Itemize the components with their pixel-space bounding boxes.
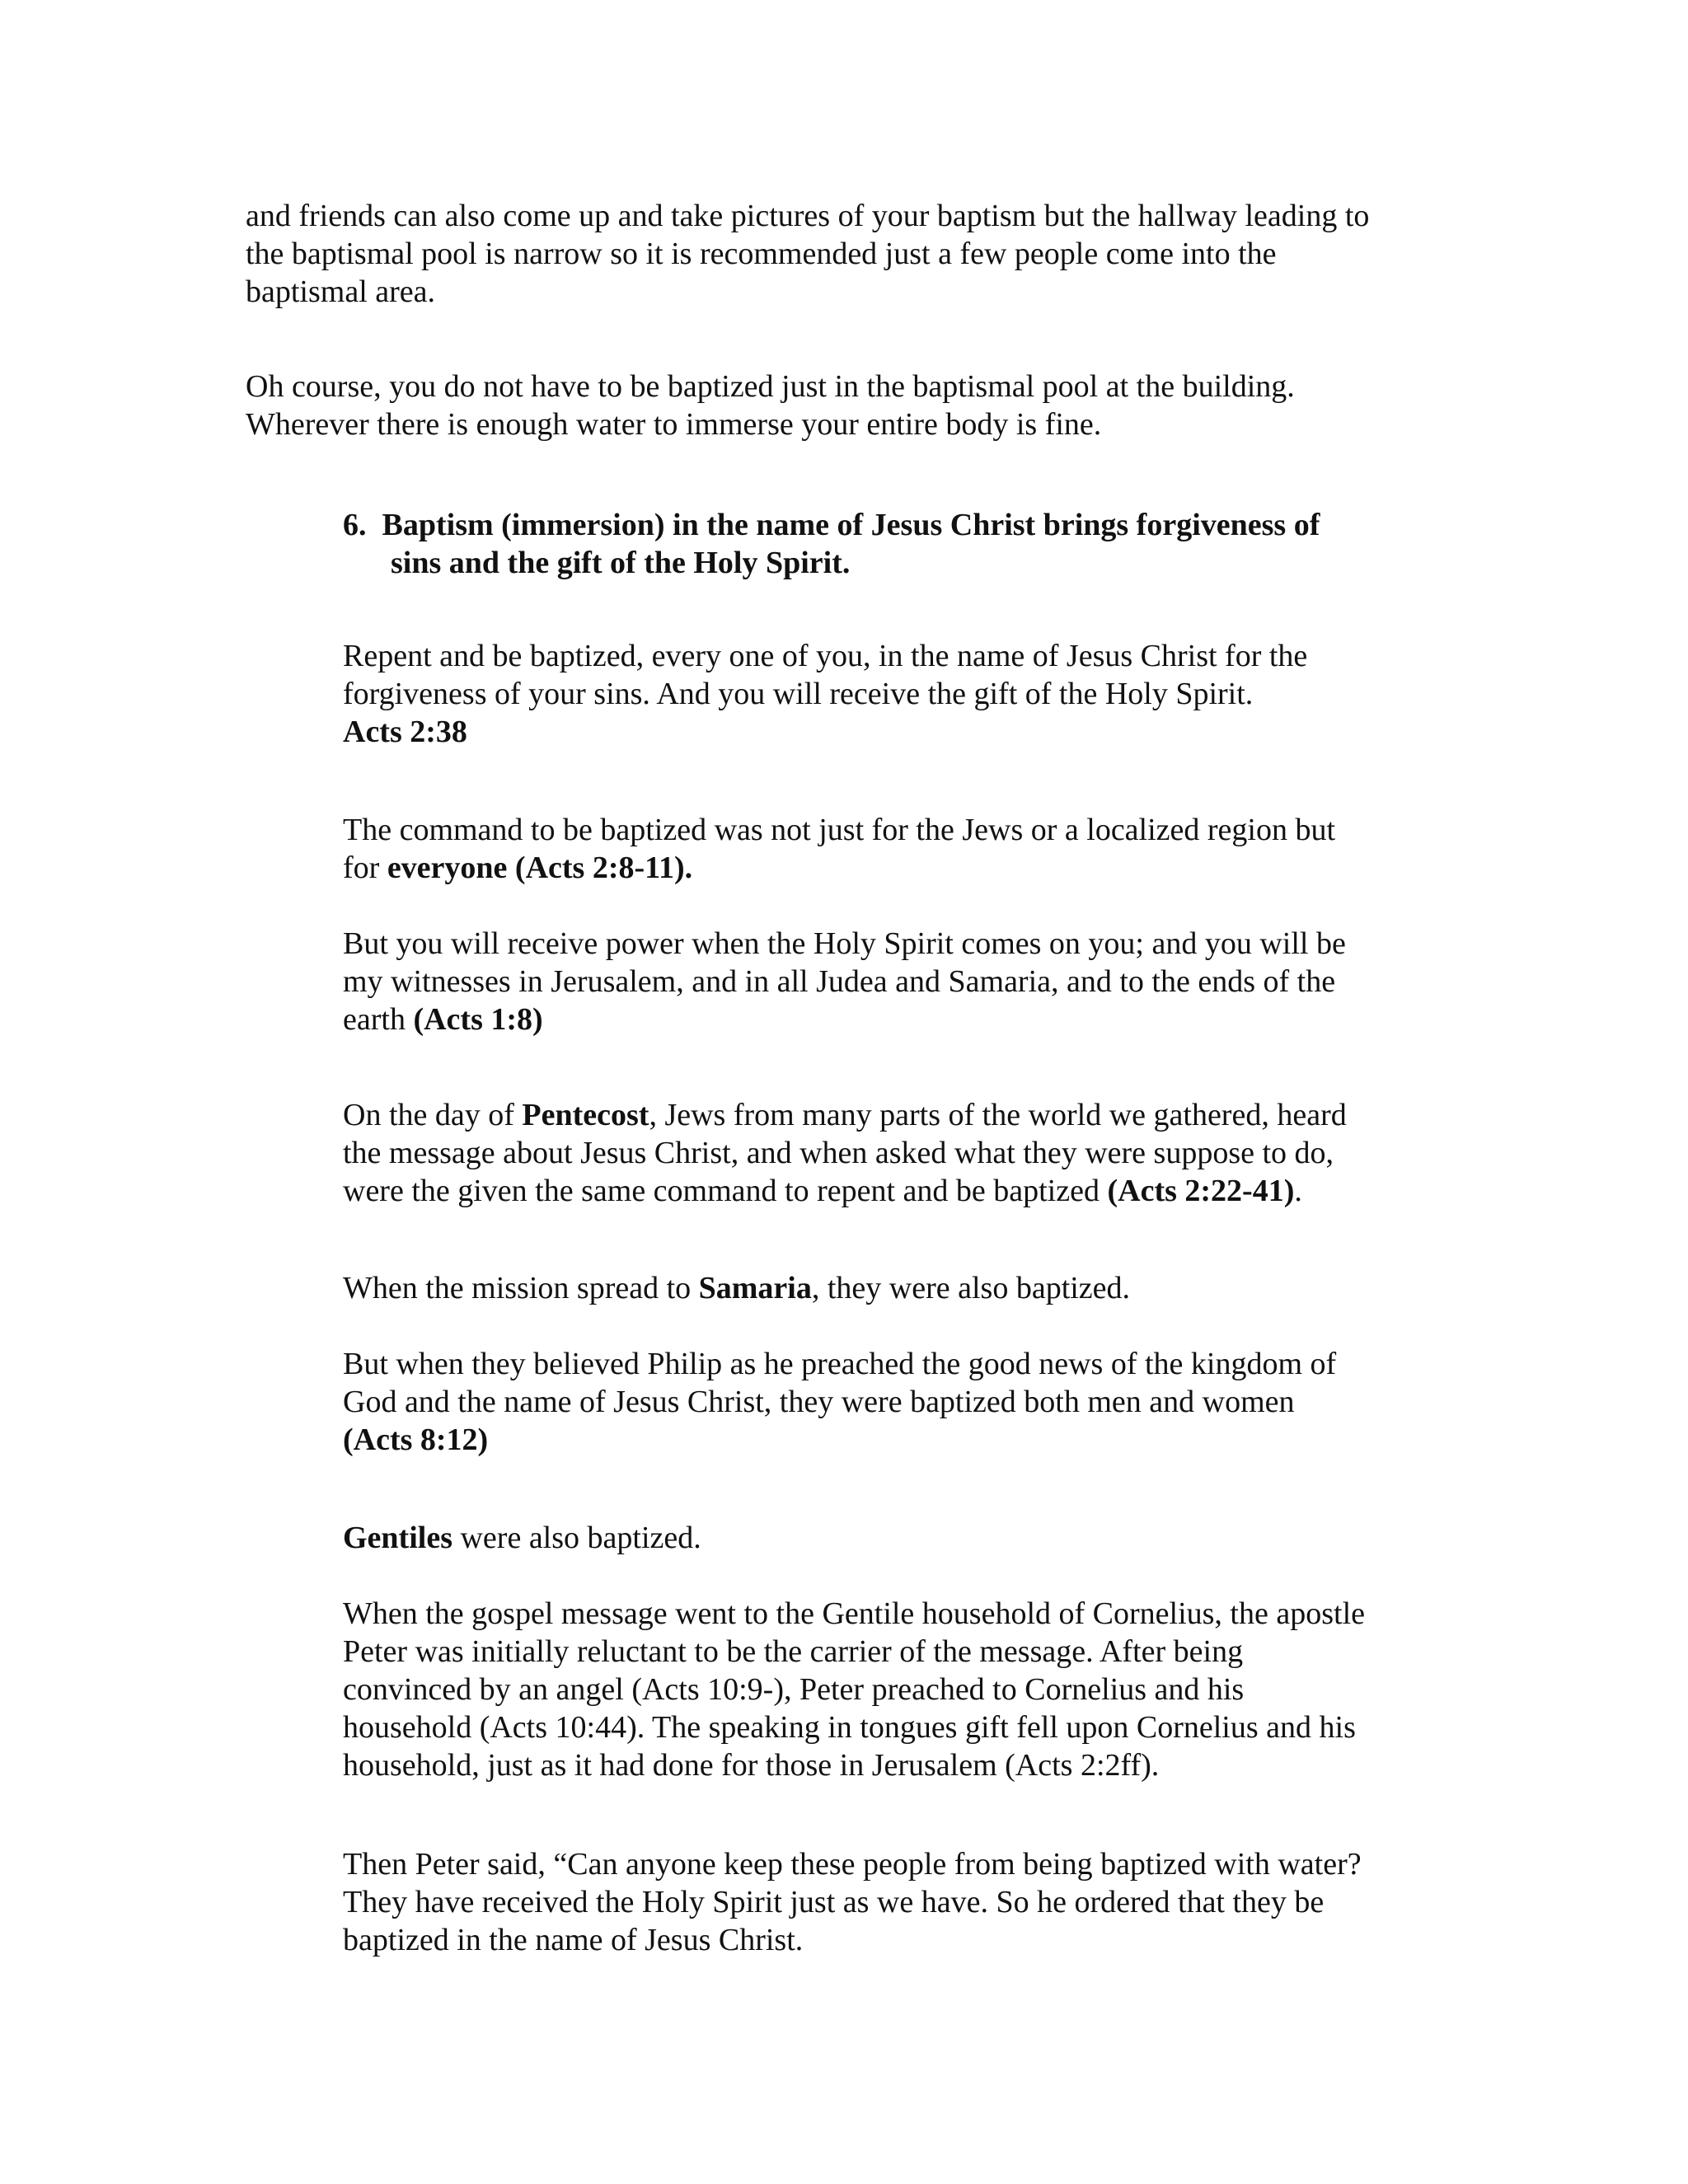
text-line: When the gospel message went to the Gentile household of Cornelius, the apostle (343, 1596, 1365, 1631)
text-line: household, just as it had done for those in Jerusalem (Acts 2:2ff). (343, 1748, 1160, 1783)
text-line: Then Peter said, “Can anyone keep these people from being baptized with water? (343, 1847, 1362, 1882)
peter-paragraph (343, 1845, 1362, 1959)
heading-line: sins and the gift of the Holy Spirit. (391, 546, 851, 580)
emphasis-text: Samaria (698, 1271, 812, 1305)
intro-paragraph (246, 197, 1369, 311)
text-fragment: . (1294, 1174, 1302, 1208)
emphasis-text: everyone (Acts 2:8-11). (387, 851, 693, 885)
quote-acts-1-8 (343, 925, 1346, 1038)
text-fragment: When the mission spread to (343, 1271, 699, 1305)
text-fragment: , Jews from many parts of the world we gathered, heard (649, 1098, 1347, 1132)
text-fragment: , they were also baptized. (811, 1271, 1131, 1305)
cornelius-paragraph (343, 1595, 1365, 1784)
quote-acts-2-38 (343, 637, 1307, 751)
text-line: But you will receive power when the Holy Spirit comes on you; and you will be (343, 926, 1346, 961)
text-line: forgiveness of your sins. And you will receive the gift of the Holy Spirit. (343, 677, 1254, 711)
text-fragment: were also baptized. (452, 1521, 701, 1555)
text-fragment: On the day of (343, 1098, 523, 1132)
section-heading (343, 506, 1320, 582)
text-line: They have received the Holy Spirit just as we have. So he ordered that they be (343, 1885, 1325, 1919)
location-paragraph (246, 368, 1295, 443)
text-line: baptismal area. (246, 274, 436, 309)
text-line: and friends can also come up and take pictures of your baptism but the hallway leading to (246, 199, 1370, 233)
emphasis-text: Gentiles (343, 1521, 452, 1555)
command-paragraph (343, 811, 1335, 887)
text-line: Repent and be baptized, every one of you, in the name of Jesus Christ for the (343, 639, 1308, 673)
emphasis-text: Pentecost (522, 1098, 649, 1132)
pentecost-paragraph (343, 1096, 1347, 1210)
text-line: convinced by an angel (Acts 10:9-), Peter preached to Cornelius and his (343, 1672, 1245, 1707)
scripture-reference: (Acts 1:8) (413, 1002, 543, 1037)
text-line: the baptismal pool is narrow so it is recommended just a few people come into the (246, 237, 1277, 271)
text-line: household (Acts 10:44). The speaking in tongues gift fell upon Cornelius and his (343, 1710, 1356, 1745)
text-fragment: were the given the same command to repent and be baptized (343, 1174, 1108, 1208)
heading-line: Baptism (immersion) in the name of Jesus Christ brings forgiveness of (382, 508, 1320, 542)
text-line: Oh course, you do not have to be baptized just in the baptismal pool at the building. (246, 369, 1295, 404)
scripture-reference: (Acts 8:12) (343, 1422, 489, 1457)
samaria-paragraph (343, 1269, 1130, 1307)
text-line: baptized in the name of Jesus Christ. (343, 1923, 804, 1957)
text-line: Peter was initially reluctant to be the carrier of the message. After being (343, 1634, 1244, 1669)
quote-acts-8-12 (343, 1345, 1336, 1459)
gentiles-paragraph (343, 1519, 701, 1557)
text-line: Wherever there is enough water to immerse your entire body is fine. (246, 407, 1102, 442)
text-line: the message about Jesus Christ, and when asked what they were suppose to do, (343, 1136, 1334, 1170)
scripture-reference: (Acts 2:22-41) (1107, 1174, 1295, 1208)
text-line: But when they believed Philip as he preached the good news of the kingdom of (343, 1347, 1337, 1381)
text-fragment: for (343, 851, 387, 885)
text-line: God and the name of Jesus Christ, they were baptized both men and women (343, 1385, 1295, 1419)
text-fragment: earth (343, 1002, 414, 1037)
scripture-reference: Acts 2:38 (343, 715, 467, 749)
heading-number: 6. (343, 508, 367, 542)
text-line: my witnesses in Jerusalem, and in all Judea and Samaria, and to the ends of the (343, 964, 1336, 999)
text-line: The command to be baptized was not just for the Jews or a localized region but (343, 813, 1336, 847)
